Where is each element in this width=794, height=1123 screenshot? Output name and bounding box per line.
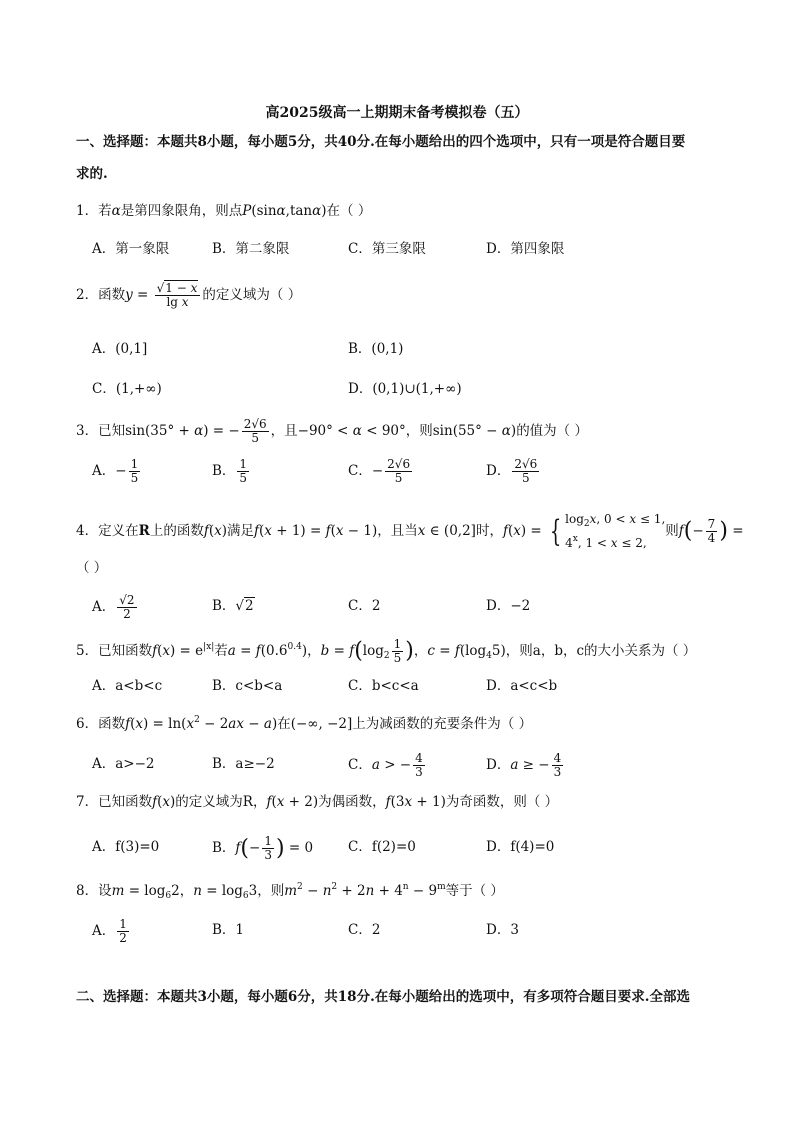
q1-option-a[interactable]: A．第一象限 bbox=[92, 241, 170, 257]
question-1-options bbox=[92, 237, 712, 257]
question-2-options-row1 bbox=[92, 337, 712, 357]
question-5-options bbox=[92, 674, 712, 694]
section1-heading-line1: 一、选择题：本题共8小题，每小题5分，共40分.在每小题给出的四个选项中，只有一项是符合题目要 bbox=[76, 134, 686, 150]
q5-option-b[interactable]: B．c<b<a bbox=[212, 678, 283, 694]
q8-option-d[interactable]: D．3 bbox=[486, 922, 519, 938]
q3-option-a[interactable]: A．− $\frac{1}{5}$ bbox=[92, 457, 139, 485]
question-4-options bbox=[92, 593, 712, 621]
q6-option-b[interactable]: B．a≥−2 bbox=[212, 756, 275, 772]
q1-option-d[interactable]: D．第四象限 bbox=[486, 241, 565, 257]
q6-option-c[interactable]: C．a > − $\frac{4}{3}$ bbox=[348, 751, 423, 779]
question-4-line2: （ ） bbox=[76, 560, 108, 576]
question-1: 1．若α是第四象限角，则点P(sinα,tanα)在（ ） bbox=[76, 203, 372, 219]
q2-option-b[interactable]: B．(0,1) bbox=[348, 341, 404, 357]
q2-option-c[interactable]: C．(1,+∞) bbox=[92, 381, 162, 397]
q3-option-b[interactable]: B． $\frac{1}{5}$ bbox=[212, 457, 248, 485]
question-7: 7．已知函数f(x)的定义域为R，f(x + 2)为偶函数，f(3x + 1)为奇函数，则（ ） bbox=[76, 794, 559, 810]
question-3: 3．已知sin(35° + α) = − $\frac{2√6}{5}$ ，且−90° < α < 90°，则sin(55° − α)的值为（ ） bbox=[76, 417, 588, 445]
question-6: 6．函数$f(x) = \ln(x^2 - 2ax - a)$在(−∞, −2]上为减函数的充要条件为（ ） bbox=[76, 715, 533, 732]
q8-option-c[interactable]: C．2 bbox=[348, 922, 381, 938]
q3-option-c[interactable]: C．− $\frac{2√6}{5}$ bbox=[348, 457, 411, 485]
q5-option-d[interactable]: D．a<c<b bbox=[486, 678, 558, 694]
question-2: 2．函数y = $\frac{√1 - x}{\text{lg x}}$ 的定义域为（ ） bbox=[76, 281, 302, 309]
q4-option-c[interactable]: C．2 bbox=[348, 598, 381, 614]
question-4: 4．定义在R上的函数f(x)满足f(x + 1) = f(x − 1)，且当x ∈ (0,2]时，f(x) = { $\log_2x$, 0 < x ≤ 1, 4$^x$, 1 < x ≤ 2, 则f(− $\frac{7}{4}$ ) = bbox=[76, 512, 744, 550]
question-2-options-row2 bbox=[92, 377, 712, 397]
page-title: 高2025级高一上期期末备考模拟卷（五） bbox=[265, 105, 529, 121]
q7-option-a[interactable]: A．f(3)=0 bbox=[92, 839, 160, 855]
q2-option-d[interactable]: D．(0,1)∪(1,+∞) bbox=[348, 381, 462, 397]
question-8-options bbox=[92, 917, 712, 945]
section2-heading-line1: 二、选择题：本题共3小题，每小题6分，共18分.在每小题给出的选项中，有多项符合题目要求.全部选 bbox=[76, 989, 690, 1005]
q7-option-b[interactable]: B．f(− $\frac{1}{3}$ ) = 0 bbox=[212, 834, 314, 862]
q1-option-b[interactable]: B．第二象限 bbox=[212, 241, 290, 257]
q5-option-a[interactable]: A．a<b<c bbox=[92, 678, 163, 694]
q4-option-a[interactable]: A． $\frac{√2}{2}$ bbox=[92, 593, 135, 621]
q6-option-d[interactable]: D．a ≥ − $\frac{4}{3}$ bbox=[486, 751, 562, 779]
q8-option-b[interactable]: B．1 bbox=[212, 922, 245, 938]
q4-option-d[interactable]: D．−2 bbox=[486, 598, 531, 614]
q5-option-c[interactable]: C．b<c<a bbox=[348, 678, 419, 694]
question-6-options bbox=[92, 751, 712, 779]
q2-option-a[interactable]: A．(0,1] bbox=[92, 341, 148, 357]
q1-option-c[interactable]: C．第三象限 bbox=[348, 241, 426, 257]
question-8: 8．设$m = \log_62$，$n = \log_63$，则$m^2 - n^2 + 2n + 4^n - 9^m$等于（ ） bbox=[76, 882, 504, 901]
question-7-options bbox=[92, 834, 712, 862]
q7-option-d[interactable]: D．f(4)=0 bbox=[486, 839, 555, 855]
q6-option-a[interactable]: A．a>−2 bbox=[92, 756, 155, 772]
q7-option-c[interactable]: C．f(2)=0 bbox=[348, 839, 416, 855]
q3-option-d[interactable]: D． $\frac{2√6}{5}$ bbox=[486, 457, 538, 485]
q8-option-a[interactable]: A． $\frac{1}{2}$ bbox=[92, 917, 127, 945]
question-5: 5．已知函数$f(x) = e^{|x|}$若$a = f(0.6^{0.4})$，$b = f(\log_2$ $\frac{1}{5}$ )，$c = f(\log_45)$，则a，b，c的大小关系为（ ） bbox=[76, 637, 697, 665]
q4-option-b[interactable]: B．√2 bbox=[212, 598, 254, 614]
question-3-options bbox=[92, 457, 712, 485]
section1-heading-line2: 求的. bbox=[76, 166, 108, 182]
